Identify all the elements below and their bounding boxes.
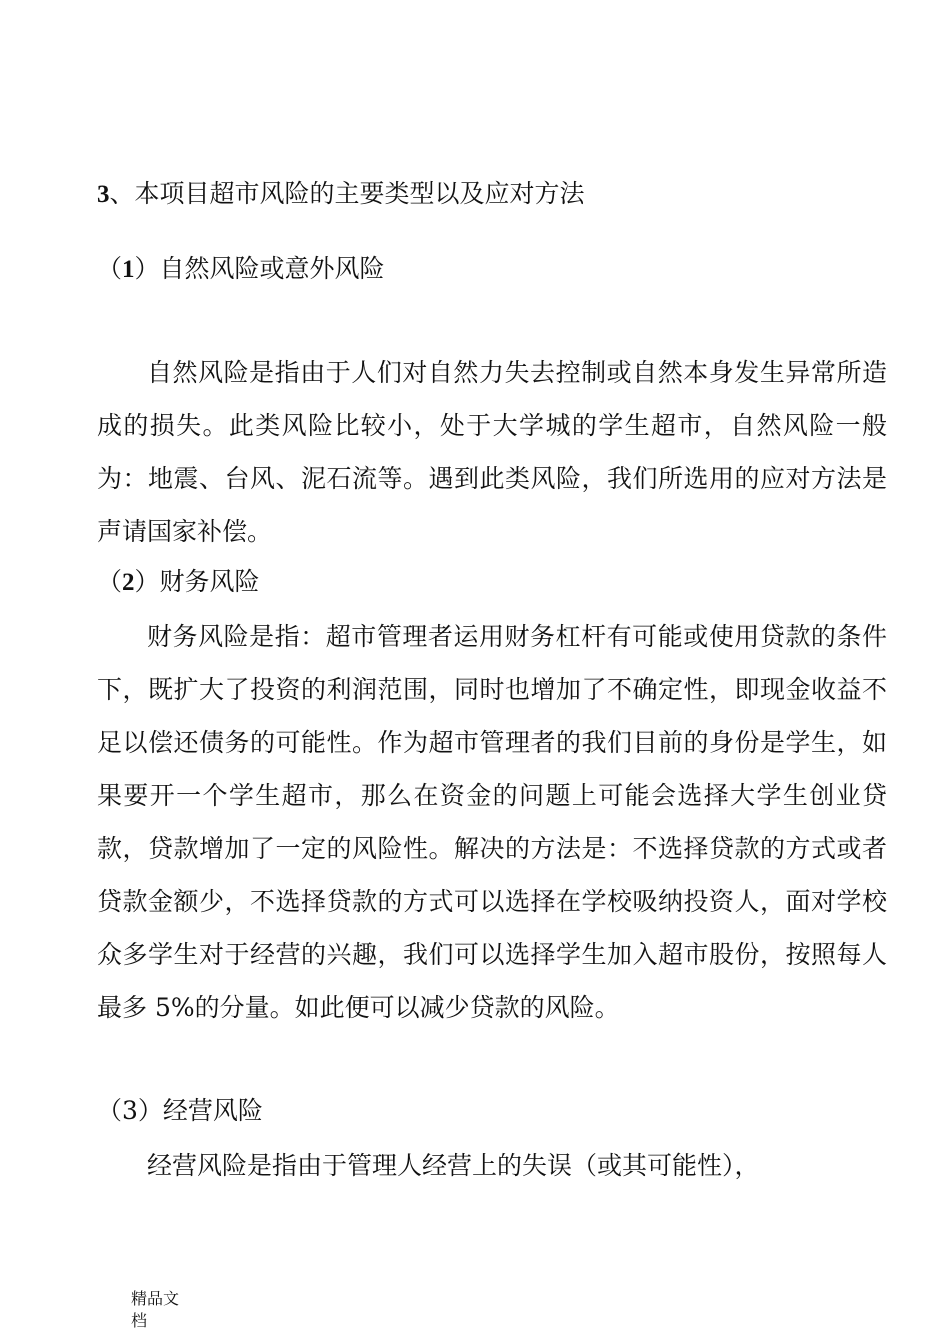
- subheading-financial-risk: [97, 564, 260, 601]
- subheading-operating-risk: （3）经营风险: [97, 1096, 263, 1125]
- subheading-text: ）财务风险: [134, 567, 260, 596]
- paragraph-natural-risk: 自然风险是指由于人们对自然力失去控制或自然本身发生异常所造成的损失。此类风险比较小，处于大学城的学生超市，自然风险一般为：地震、台风、泥石流等。遇到此类风险，我们所选用的应对方法是声请国家补偿。: [97, 358, 887, 546]
- subheading-natural-risk: [97, 251, 385, 288]
- section-heading-number: 3: [97, 181, 110, 208]
- section-heading-text: 、本项目超市风险的主要类型以及应对方法: [109, 179, 585, 208]
- subheading-number: 2: [122, 569, 135, 596]
- subheading-open-paren: （: [97, 254, 123, 283]
- section-heading: [97, 176, 585, 213]
- paragraph-operating-risk: 经营风险是指由于管理人经营上的失误（或其可能性），: [147, 1151, 760, 1180]
- subheading-text: ）自然风险或意外风险: [134, 254, 385, 283]
- footer-watermark-text: 精品文档: [131, 1289, 180, 1330]
- subheading-number: 1: [122, 256, 135, 283]
- subheading-open-paren: （: [97, 567, 123, 596]
- paragraph-financial-risk: 财务风险是指：超市管理者运用财务杠杆有可能或使用贷款的条件下，既扩大了投资的利润范围，同时也增加了不确定性，即现金收益不足以偿还债务的可能性。作为超市管理者的我们目前的身份是学生，如果要开一个学生超市，那么在资金的问题上可能会选择大学生创业贷款，贷款增加了一定的风险性。解决的方法是：不选择贷款的方式或者贷款金额少，不选择贷款的方式可以选择在学校吸纳投资人，面对学校众多学生对于经营的兴趣，我们可以选择学生加入超市股份，按照每人最多 5%的分量。如此便可以减少贷款的风险。: [97, 622, 887, 1022]
